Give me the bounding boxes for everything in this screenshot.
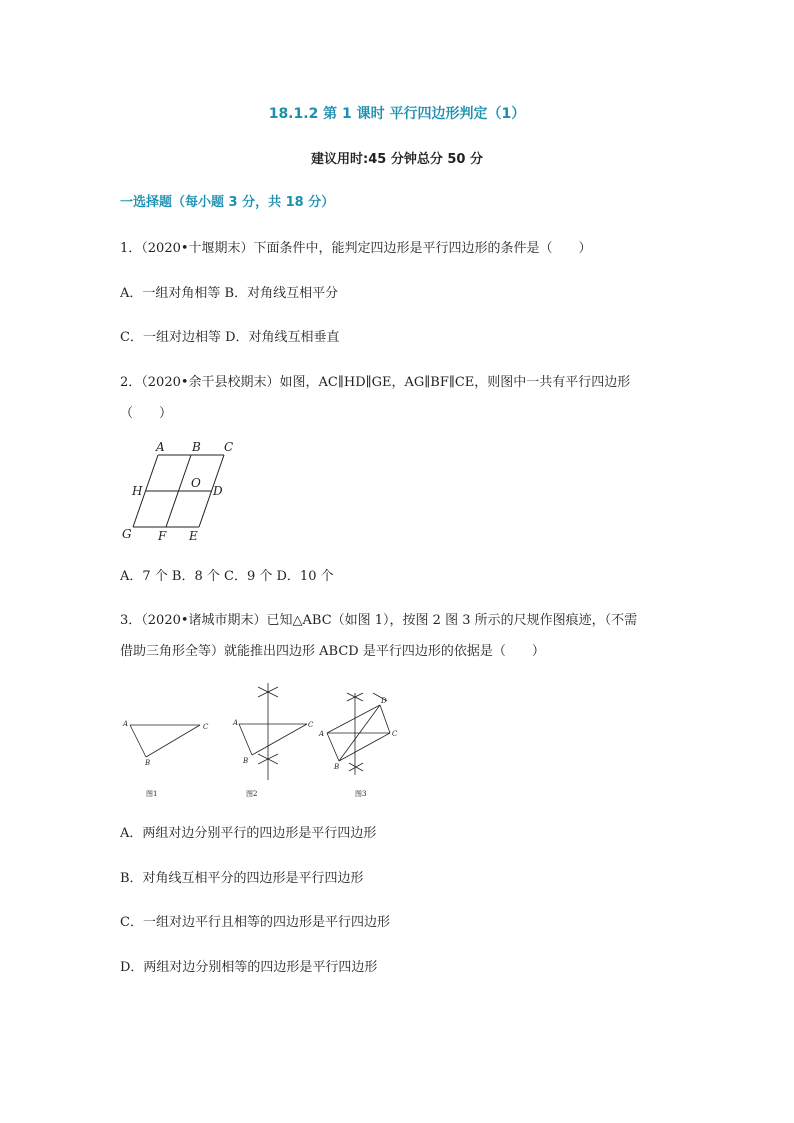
fig1-caption: 图1 <box>146 790 158 798</box>
label-e: E <box>189 529 198 543</box>
question-3-figure-3 <box>315 685 405 800</box>
question-3-figure-2 <box>228 680 320 800</box>
question-1-options-1: A．一组对角相等 B．对角线互相平分 <box>120 286 339 301</box>
question-3-option-b: B．对角线互相平分的四边形是平行四边形 <box>120 871 364 886</box>
question-3-option-a: A．两组对边分别平行的四边形是平行四边形 <box>120 826 377 841</box>
fig2-label-c: C <box>308 721 314 729</box>
question-3-option-d: D．两组对边分别相等的四边形是平行四边形 <box>120 960 378 975</box>
label-f: F <box>158 529 167 543</box>
question-2-stem-blank: （ ） <box>120 406 173 421</box>
label-a: A <box>156 440 165 454</box>
label-g: G <box>122 527 132 541</box>
page-subtitle: 建议用时:45 分钟总分 50 分 <box>311 152 483 167</box>
fig1-label-c: C <box>203 723 209 731</box>
fig1-label-b: B <box>145 759 151 767</box>
question-1-options-2: C．一组对边相等 D．对角线互相垂直 <box>120 330 340 345</box>
fig3-label-c: C <box>392 730 398 738</box>
fig1-label-a: A <box>123 720 129 728</box>
fig3-label-b: B <box>334 763 340 771</box>
label-d: D <box>213 484 223 498</box>
fig2-label-b: B <box>243 757 249 765</box>
section-heading: 一选择题（每小题 3 分，共 18 分） <box>120 195 335 210</box>
fig3-label-a: A <box>319 730 325 738</box>
question-1-stem: 1．（2020•十堰期末）下面条件中，能判定四边形是平行四边形的条件是（ ） <box>120 241 592 256</box>
label-c: C <box>224 440 234 454</box>
fig3-label-d: D <box>381 697 387 705</box>
fig3-caption: 图3 <box>355 790 367 798</box>
fig2-label-a: A <box>233 719 239 727</box>
question-3-stem-1: 3．（2020•诸城市期末）已知△ABC（如图 1），按图 2 图 3 所示的尺规作图痕迹，（不需 <box>120 613 638 628</box>
question-3-option-c: C．一组对边平行且相等的四边形是平行四边形 <box>120 915 390 930</box>
question-2-figure <box>118 436 248 546</box>
question-2-stem: 2．（2020•余干县校期末）如图，AC∥HD∥GE，AG∥BF∥CE，则图中一共有平行四边形 <box>120 375 631 390</box>
question-3-stem-2: 借助三角形全等）就能推出四边形 ABCD 是平行四边形的依据是（ ） <box>120 644 545 659</box>
label-o: O <box>191 476 201 490</box>
label-b: B <box>192 440 201 454</box>
question-2-options: A．7 个 B．8 个 C．9 个 D．10 个 <box>120 569 334 584</box>
page-title: 18.1.2 第 1 课时 平行四边形判定（1） <box>268 106 526 122</box>
label-h: H <box>132 484 143 498</box>
question-3-figure-1 <box>118 705 218 800</box>
fig2-caption: 图2 <box>246 790 258 798</box>
